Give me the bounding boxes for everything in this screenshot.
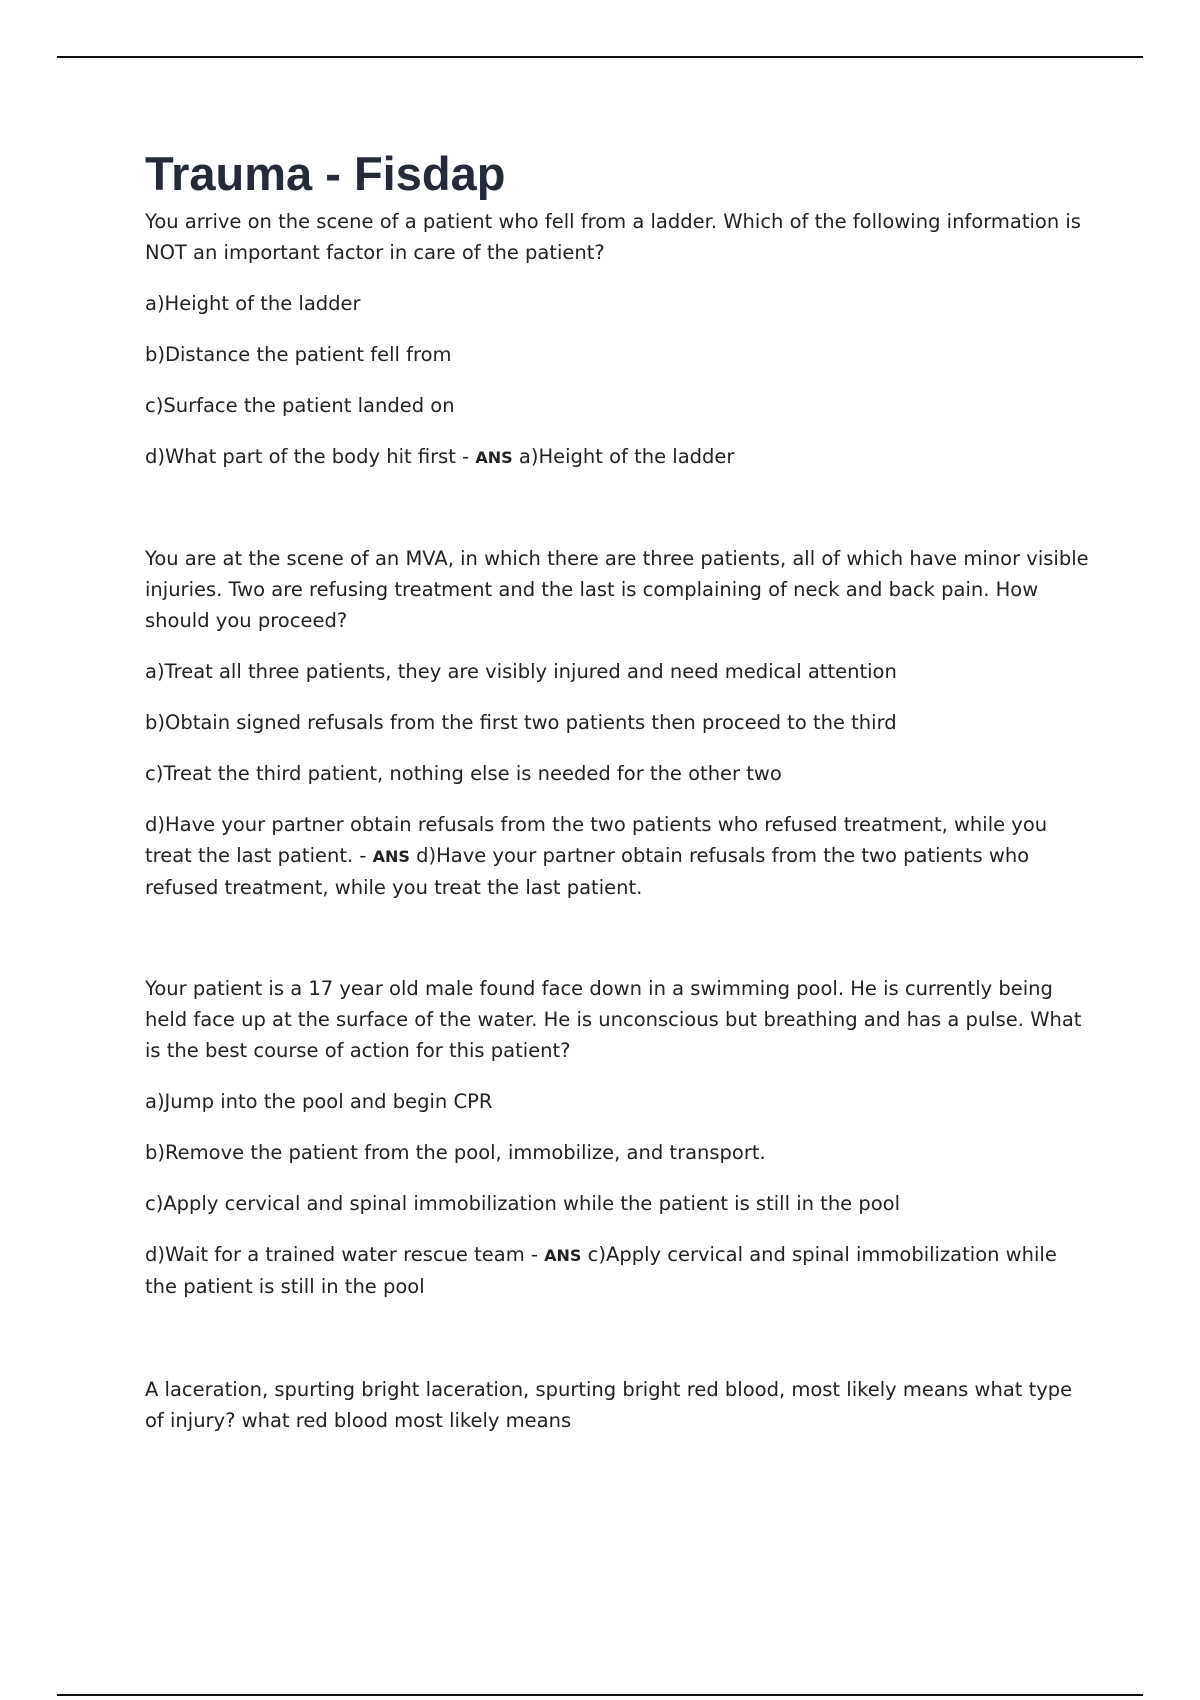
document-body [145, 148, 1095, 1456]
option-d-with-answer [145, 809, 1095, 903]
option-a: a)Treat all three patients, they are visibly injured and need medical attention [145, 660, 897, 683]
option-a: a)Jump into the pool and begin CPR [145, 1090, 493, 1113]
document-title: Trauma - Fisdap [145, 147, 506, 200]
question-block-3 [145, 973, 1095, 1302]
option-b: b)Obtain signed refusals from the first two patients then proceed to the third [145, 711, 897, 734]
question-text: A laceration, spurting bright laceration, spurting bright red blood, most likely means what type of injury? what red blood most likely means [145, 1378, 1073, 1432]
answer-text: a)Height of the ladder [512, 445, 735, 468]
option-d-with-answer [145, 1239, 1095, 1302]
option-d: d)Have your partner obtain refusals from the two patients who refused treatment, while you treat the last patient. - [145, 813, 1048, 867]
option-a: a)Height of the ladder [145, 292, 361, 315]
question-block-2 [145, 543, 1095, 903]
answer-label: ANS [372, 847, 410, 866]
answer-label: ANS [475, 448, 513, 467]
footer-rule [57, 1694, 1143, 1696]
option-d: d)What part of the body hit first - [145, 445, 476, 468]
answer-text: c)Apply cervical and spinal immobilization while the patient is still in the pool [145, 1243, 1057, 1298]
option-d-with-answer [145, 441, 1095, 473]
question-text: Your patient is a 17 year old male found face down in a swimming pool. He is currently being held face up at the surface of the water. He is unconscious but breathing and has a pulse. What is the best course of action for this patient? [145, 977, 1082, 1062]
question-text: You are at the scene of an MVA, in which there are three patients, all of which have minor visible injuries. Two are refusing treatment and the last is complaining of neck and back pain. How should you proceed? [145, 547, 1089, 632]
option-b: b)Remove the patient from the pool, immobilize, and transport. [145, 1141, 766, 1164]
option-c: c)Apply cervical and spinal immobilization while the patient is still in the pool [145, 1192, 901, 1215]
answer-text: d)Have your partner obtain refusals from the two patients who refused treatment, while you treat the last patient. [145, 844, 1030, 899]
question-block-1 [145, 206, 1095, 473]
option-d: d)Wait for a trained water rescue team - [145, 1243, 545, 1266]
option-c: c)Surface the patient landed on [145, 394, 455, 417]
question-text: You arrive on the scene of a patient who fell from a ladder. Which of the following information is NOT an important factor in care of the patient? [145, 210, 1081, 264]
question-block-4 [145, 1374, 1095, 1436]
option-c: c)Treat the third patient, nothing else is needed for the other two [145, 762, 782, 785]
answer-label: ANS [544, 1246, 582, 1265]
option-b: b)Distance the patient fell from [145, 343, 452, 366]
header-rule [57, 56, 1143, 58]
